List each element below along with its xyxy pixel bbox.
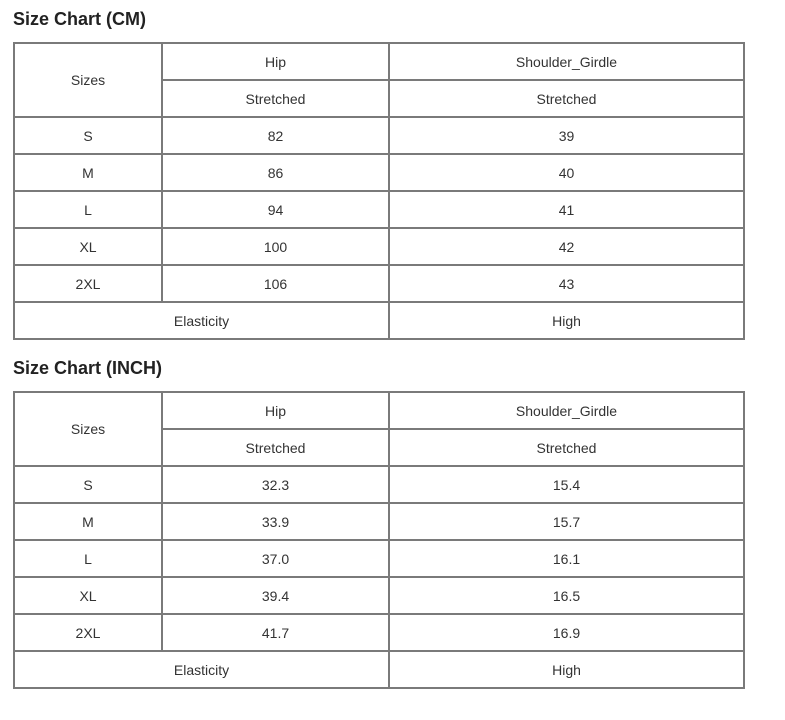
sizes-header-cell: Sizes bbox=[14, 392, 162, 466]
hip-cell: 32.3 bbox=[162, 466, 389, 503]
shoulder-girdle-subheader-cell: Stretched bbox=[389, 429, 744, 466]
table-header-row bbox=[14, 43, 744, 80]
table-footer-row bbox=[14, 651, 744, 688]
size-cell: XL bbox=[14, 577, 162, 614]
hip-header-cell: Hip bbox=[162, 43, 389, 80]
hip-subheader-cell: Stretched bbox=[162, 80, 389, 117]
size-chart-cm-table bbox=[13, 42, 745, 340]
table-footer-row bbox=[14, 302, 744, 339]
hip-cell: 39.4 bbox=[162, 577, 389, 614]
elasticity-label-cell: Elasticity bbox=[14, 302, 389, 339]
shoulder-girdle-cell: 16.1 bbox=[389, 540, 744, 577]
hip-header-cell: Hip bbox=[162, 392, 389, 429]
size-chart-inch-title: Size Chart (INCH) bbox=[13, 358, 163, 378]
elasticity-value-cell: High bbox=[389, 651, 744, 688]
size-chart-cm-title: Size Chart (CM) bbox=[13, 9, 147, 29]
table-row bbox=[14, 265, 744, 302]
table-header-row bbox=[14, 392, 744, 429]
elasticity-value-cell: High bbox=[389, 302, 744, 339]
shoulder-girdle-cell: 41 bbox=[389, 191, 744, 228]
shoulder-girdle-cell: 40 bbox=[389, 154, 744, 191]
shoulder-girdle-cell: 15.7 bbox=[389, 503, 744, 540]
shoulder-girdle-cell: 16.9 bbox=[389, 614, 744, 651]
size-cell: S bbox=[14, 466, 162, 503]
shoulder-girdle-cell: 15.4 bbox=[389, 466, 744, 503]
hip-subheader-cell: Stretched bbox=[162, 429, 389, 466]
hip-cell: 41.7 bbox=[162, 614, 389, 651]
hip-cell: 86 bbox=[162, 154, 389, 191]
shoulder-girdle-cell: 39 bbox=[389, 117, 744, 154]
size-cell: L bbox=[14, 191, 162, 228]
table-row bbox=[14, 228, 744, 265]
size-cell: S bbox=[14, 117, 162, 154]
hip-cell: 106 bbox=[162, 265, 389, 302]
elasticity-label-cell: Elasticity bbox=[14, 651, 389, 688]
table-row bbox=[14, 577, 744, 614]
shoulder-girdle-header-cell: Shoulder_Girdle bbox=[389, 43, 744, 80]
hip-cell: 94 bbox=[162, 191, 389, 228]
shoulder-girdle-header-cell: Shoulder_Girdle bbox=[389, 392, 744, 429]
size-cell: XL bbox=[14, 228, 162, 265]
size-chart-inch-table bbox=[13, 391, 745, 689]
sizes-header-cell: Sizes bbox=[14, 43, 162, 117]
hip-cell: 100 bbox=[162, 228, 389, 265]
table-row bbox=[14, 191, 744, 228]
hip-cell: 82 bbox=[162, 117, 389, 154]
table-row bbox=[14, 614, 744, 651]
size-cell: M bbox=[14, 503, 162, 540]
shoulder-girdle-subheader-cell: Stretched bbox=[389, 80, 744, 117]
table-row bbox=[14, 154, 744, 191]
table-row bbox=[14, 540, 744, 577]
size-cell: L bbox=[14, 540, 162, 577]
table-row bbox=[14, 503, 744, 540]
size-cell: 2XL bbox=[14, 614, 162, 651]
size-cell: M bbox=[14, 154, 162, 191]
size-cell: 2XL bbox=[14, 265, 162, 302]
hip-cell: 37.0 bbox=[162, 540, 389, 577]
shoulder-girdle-cell: 16.5 bbox=[389, 577, 744, 614]
hip-cell: 33.9 bbox=[162, 503, 389, 540]
shoulder-girdle-cell: 43 bbox=[389, 265, 744, 302]
shoulder-girdle-cell: 42 bbox=[389, 228, 744, 265]
table-row bbox=[14, 117, 744, 154]
table-row bbox=[14, 466, 744, 503]
